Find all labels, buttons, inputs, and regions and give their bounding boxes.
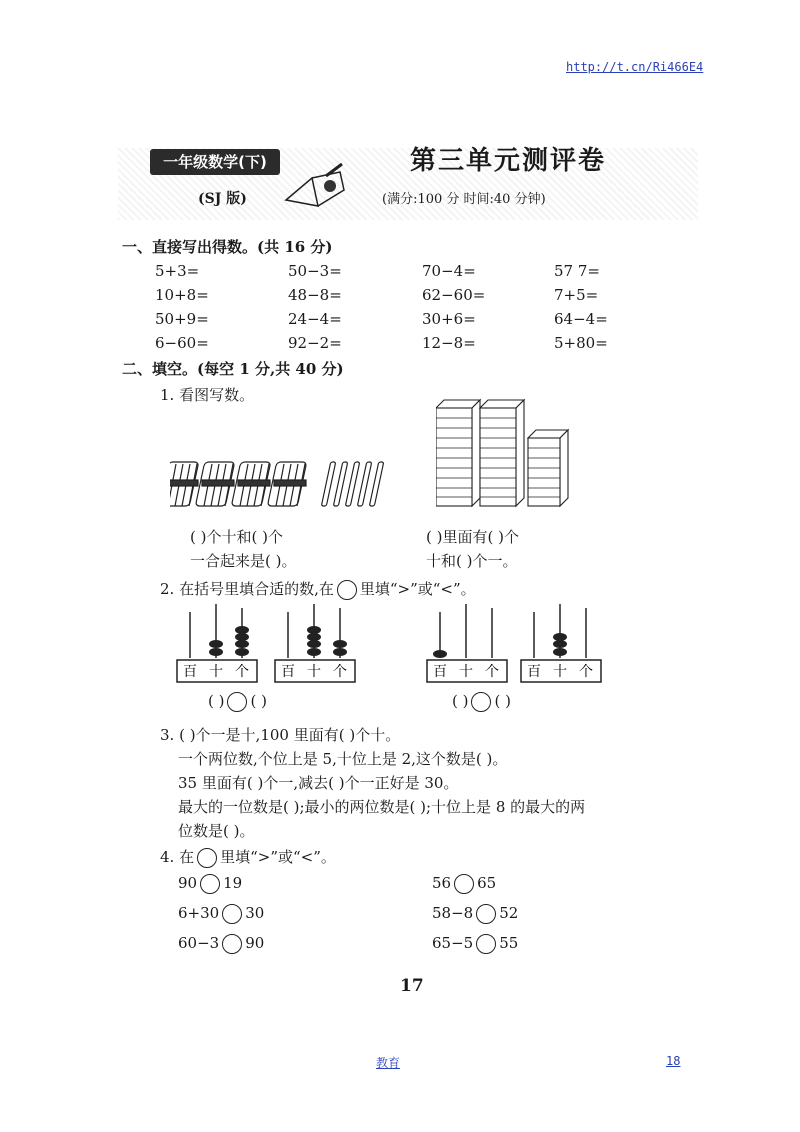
section1-heading: 一、直接写出得数。(共 16 分) (122, 238, 333, 256)
compare-circle-icon (197, 848, 217, 868)
q3-line4: 最大的一位数是( );最小的两位数是( );十位上是 8 的最大的两 (178, 798, 586, 816)
calc-item: 48−8= (288, 286, 342, 304)
calc-item: 92−2= (288, 334, 342, 352)
calc-item: 7+5= (554, 286, 599, 304)
compare-circle-icon (476, 934, 496, 954)
compare-item: 56 65 (432, 874, 497, 892)
q3-line5: 位数是( )。 (178, 822, 255, 840)
footer-link[interactable]: 教育 (376, 1056, 401, 1070)
calc-item: 62−60= (422, 286, 486, 304)
grade-badge: 一年级数学(下) (150, 149, 280, 175)
calc-item: 64−4= (554, 310, 608, 328)
compare-circle-icon (227, 692, 247, 712)
abacus-3-illustration (426, 604, 508, 684)
q3-line1: 3. ( )个一是十,100 里面有( )个十。 (160, 726, 401, 744)
compare-item: 60−3 90 (178, 934, 265, 952)
compare-item: 65−5 55 (432, 934, 519, 952)
abacus-label: 百 (183, 664, 197, 680)
q1-right-line1: ( )里面有( )个 (426, 528, 519, 546)
calc-item: 6−60= (155, 334, 209, 352)
stick-bundles-illustration (170, 456, 390, 512)
compare-circle-icon (454, 874, 474, 894)
calc-item: 12−8= (422, 334, 476, 352)
abacus-label: 百 (281, 664, 295, 680)
page-title: 第三单元测评卷 (410, 146, 607, 176)
abacus-label: 百 (433, 664, 447, 680)
section2-heading: 二、填空。(每空 1 分,共 40 分) (122, 360, 344, 378)
calc-item: 50+9= (155, 310, 209, 328)
q1-left-line1: ( )个十和( )个 (190, 528, 283, 546)
abacus-1-illustration (176, 604, 258, 684)
q2-label: 2. 在括号里填合适的数,在 里填“>”或“<”。 (160, 580, 476, 598)
calc-item: 57 7= (554, 262, 600, 280)
compare-circle-icon (200, 874, 220, 894)
page-number: 17 (400, 976, 424, 996)
compare-item: 90 19 (178, 874, 243, 892)
compare-circle-icon (337, 580, 357, 600)
calc-item: 24−4= (288, 310, 342, 328)
abacus-label: 十 (307, 664, 321, 680)
abacus-label: 个 (235, 664, 249, 680)
compare-item: 58−8 52 (432, 904, 519, 922)
calc-item: 30+6= (422, 310, 476, 328)
q3-line2: 一个两位数,个位上是 5,十位上是 2,这个数是( )。 (178, 750, 508, 768)
q3-line3: 35 里面有( )个一,减去( )个一正好是 30。 (178, 774, 459, 792)
abacus-label: 十 (553, 664, 567, 680)
q1-left-line2: 一合起来是( )。 (190, 552, 297, 570)
q1-right-line2: 十和( )个一。 (426, 552, 518, 570)
abacus-4-illustration (520, 604, 602, 684)
edition-label: (SJ 版) (198, 191, 247, 207)
book-illustration-icon (284, 160, 354, 210)
calc-item: 5+80= (554, 334, 608, 352)
footer-page-link[interactable]: 18 (666, 1054, 681, 1068)
abacus-label: 十 (209, 664, 223, 680)
q1-label: 1. 看图写数。 (160, 386, 255, 404)
calc-item: 70−4= (422, 262, 476, 280)
q4-label: 4. 在 里填“>”或“<”。 (160, 848, 336, 866)
abacus-label: 个 (485, 664, 499, 680)
q2-compare-left: ( ) ( ) (208, 692, 267, 710)
compare-circle-icon (222, 904, 242, 924)
source-url-link[interactable]: http://t.cn/Ri466E4 (566, 60, 704, 74)
q2-compare-right: ( ) ( ) (452, 692, 511, 710)
compare-item: 6+30 30 (178, 904, 265, 922)
calc-item: 50−3= (288, 262, 342, 280)
abacus-2-illustration (274, 604, 356, 684)
compare-circle-icon (471, 692, 491, 712)
abacus-label: 百 (527, 664, 541, 680)
abacus-label: 个 (333, 664, 347, 680)
compare-circle-icon (476, 904, 496, 924)
abacus-label: 个 (579, 664, 593, 680)
score-time-info: (满分:100 分 时间:40 分钟) (382, 192, 546, 207)
abacus-label: 十 (459, 664, 473, 680)
compare-circle-icon (222, 934, 242, 954)
calc-item: 10+8= (155, 286, 209, 304)
calc-item: 5+3= (155, 262, 200, 280)
cube-towers-illustration (436, 398, 576, 510)
